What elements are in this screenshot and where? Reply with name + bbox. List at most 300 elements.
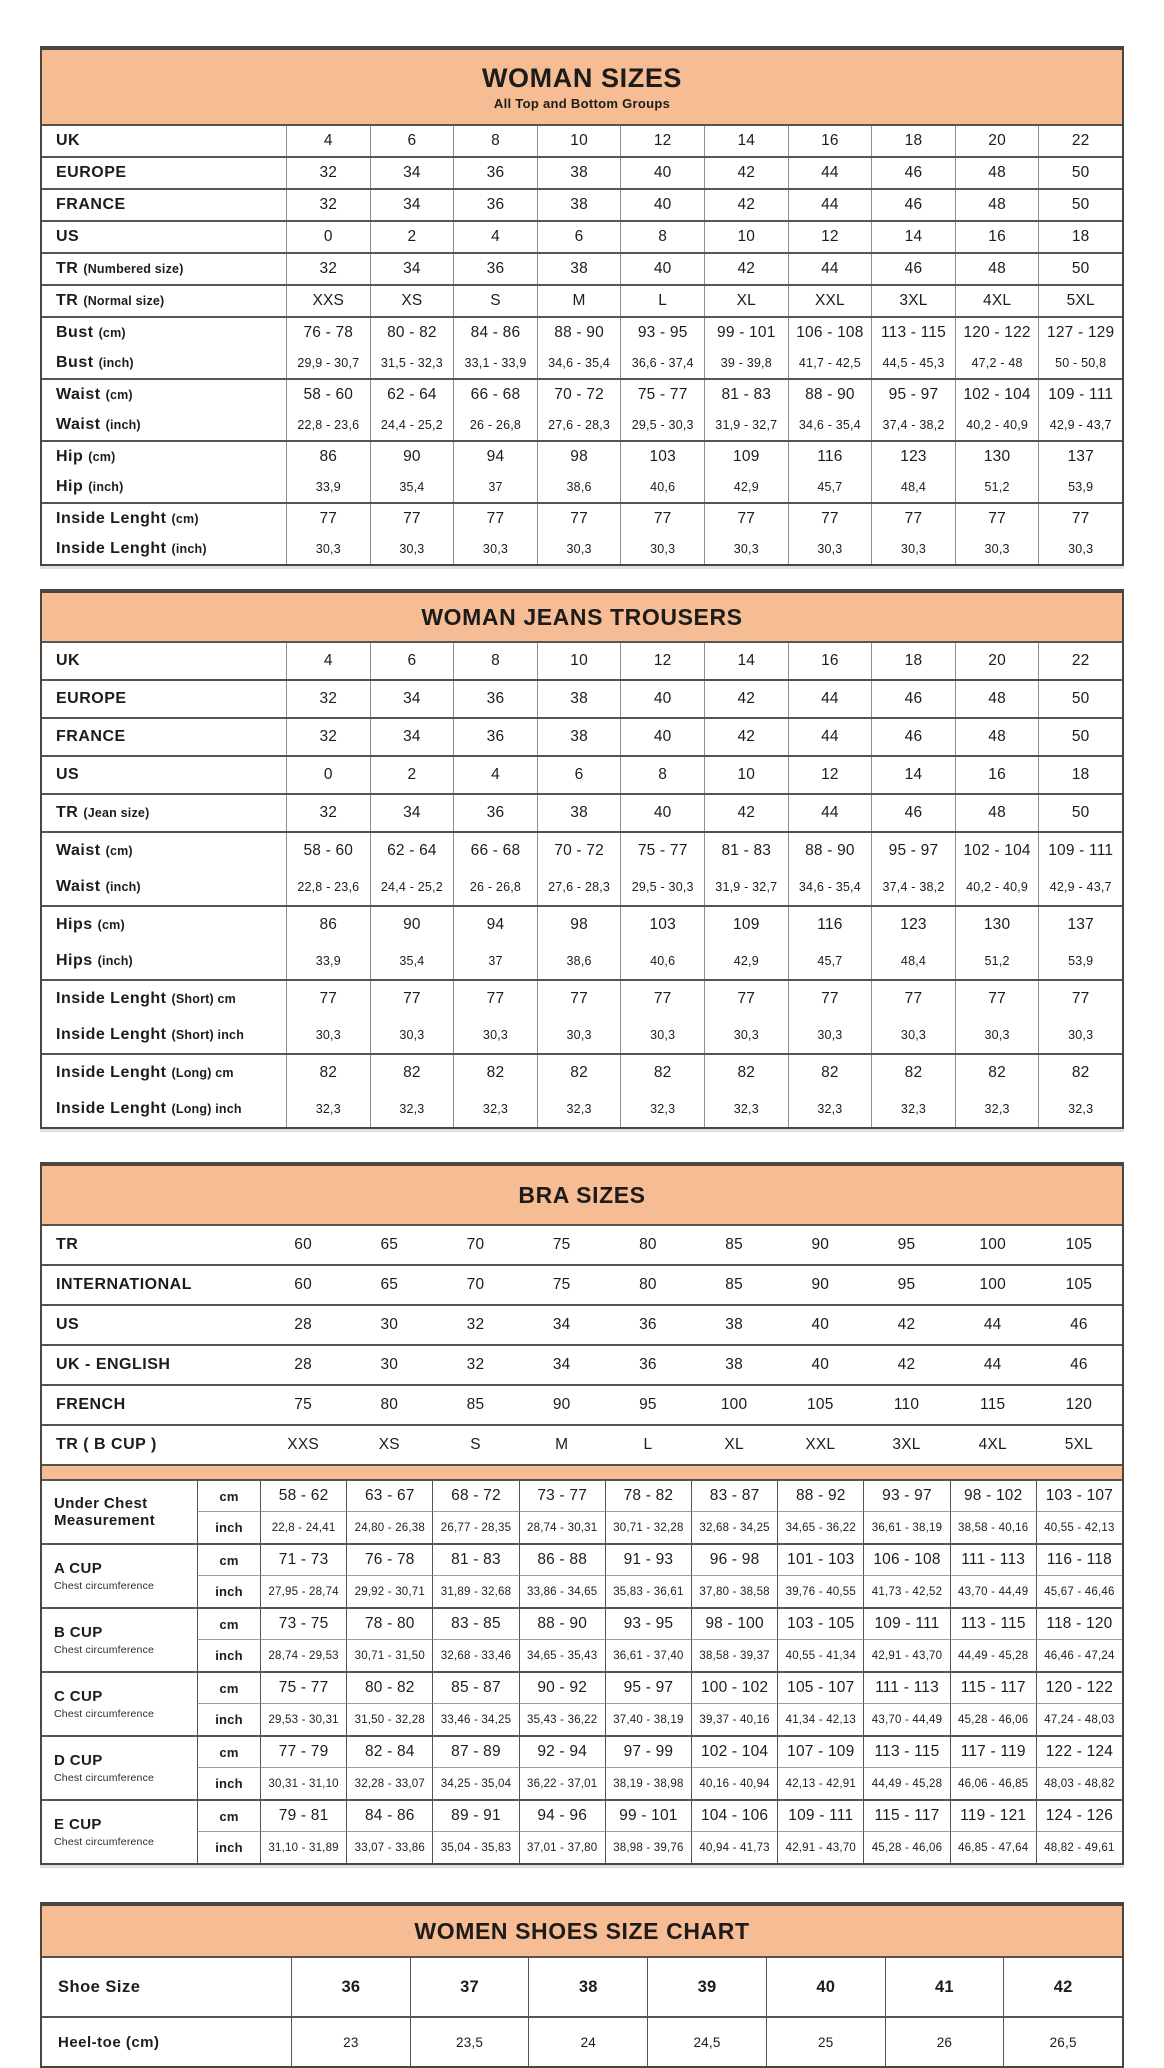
table-row xyxy=(42,681,1122,717)
table-row xyxy=(42,348,1122,378)
table-title: WOMEN SHOES SIZE CHART xyxy=(414,1917,750,1944)
row-label-main: Hip xyxy=(56,448,84,465)
bra-cm-cell: 106 - 108 xyxy=(863,1545,949,1576)
bra-inch-cell: 37,01 - 37,80 xyxy=(519,1832,605,1863)
size-value-cell: 48 xyxy=(955,719,1039,755)
cup-label xyxy=(42,1801,197,1863)
bra-inch-cell: 39,37 - 40,16 xyxy=(691,1704,777,1735)
unit-label-inch: inch xyxy=(197,1576,260,1607)
row-label xyxy=(42,907,286,943)
bra-cm-cell: 93 - 97 xyxy=(863,1481,949,1512)
size-value-cell: 29,5 - 30,3 xyxy=(620,869,704,905)
bra-inch-cell: 32,68 - 34,25 xyxy=(691,1512,777,1543)
bra-value-cell: 105 xyxy=(1065,1276,1093,1293)
table-row xyxy=(42,869,1122,905)
size-value-cell: 46 xyxy=(871,190,955,220)
cup-name: B CUP xyxy=(54,1624,103,1642)
bra-cm-cell: 103 - 107 xyxy=(1036,1481,1122,1512)
bra-inch-cell: 35,04 - 35,83 xyxy=(432,1832,518,1863)
size-value-cell: 38,6 xyxy=(537,472,621,502)
size-value-cell: 32,3 xyxy=(871,1091,955,1127)
row-label: UK - ENGLISH xyxy=(56,1356,171,1373)
size-value-cell: 50 - 50,8 xyxy=(1038,348,1122,378)
size-value-cell: 30,3 xyxy=(370,534,454,564)
bra-inch-cell: 33,07 - 33,86 xyxy=(346,1832,432,1863)
size-value-cell: 14 xyxy=(871,757,955,793)
size-value-cell: 46 xyxy=(871,254,955,284)
bra-cm-cell: 118 - 120 xyxy=(1036,1609,1122,1640)
row-label xyxy=(42,158,286,188)
cup-label xyxy=(42,1545,197,1607)
size-value-cell: 34,6 - 35,4 xyxy=(788,869,872,905)
size-value-cell: 30,3 xyxy=(620,534,704,564)
size-value-cell: 10 xyxy=(537,126,621,156)
size-value-cell: 70 - 72 xyxy=(537,380,621,410)
bra-inch-cell: 26,77 - 28,35 xyxy=(432,1512,518,1543)
size-value-cell: 40 xyxy=(620,254,704,284)
size-value-cell: 6 xyxy=(537,222,621,252)
bra-inch-cell: 46,46 - 47,24 xyxy=(1036,1640,1122,1671)
size-value-cell: 45,7 xyxy=(788,472,872,502)
bra-value-cell: 60 xyxy=(294,1236,312,1253)
unit-label-cm: cm xyxy=(197,1481,260,1512)
bra-cm-cell: 116 - 118 xyxy=(1036,1545,1122,1576)
table-row xyxy=(42,643,1122,679)
row-label xyxy=(42,504,286,534)
size-value-cell: 34 xyxy=(370,190,454,220)
size-value-cell: 82 xyxy=(788,1055,872,1091)
table-row xyxy=(42,286,1122,316)
size-value-cell: 42 xyxy=(704,681,788,717)
bra-value-cell: 30 xyxy=(380,1316,399,1333)
size-row-block xyxy=(42,254,1122,286)
size-value-cell: 36 xyxy=(453,719,537,755)
size-value-cell: 16 xyxy=(955,757,1039,793)
row-label-paren: (inch) xyxy=(171,542,207,556)
size-value-cell: 103 xyxy=(620,442,704,472)
size-value-cell: 50 xyxy=(1038,719,1122,755)
bra-inch-cell: 30,71 - 32,28 xyxy=(605,1512,691,1543)
size-value-cell: 90 xyxy=(370,907,454,943)
unit-label-cm: cm xyxy=(197,1609,260,1640)
bra-measurement-block xyxy=(42,1609,1122,1673)
size-value-cell: 32 xyxy=(286,254,370,284)
size-value-cell: 0 xyxy=(286,222,370,252)
size-value-cell: 4 xyxy=(453,757,537,793)
size-value-cell: 77 xyxy=(370,504,454,534)
size-value-cell: 40,2 - 40,9 xyxy=(955,410,1039,440)
size-value-cell: 53,9 xyxy=(1038,943,1122,979)
size-value-cell: 4 xyxy=(286,643,370,679)
bra-value-cell: 3XL xyxy=(892,1436,921,1453)
unit-label-cm: cm xyxy=(197,1737,260,1768)
size-value-cell: 48,4 xyxy=(871,472,955,502)
size-value-cell: 24,4 - 25,2 xyxy=(370,869,454,905)
bra-cm-cell: 96 - 98 xyxy=(691,1545,777,1576)
row-label-main: EUROPE xyxy=(56,164,127,181)
bra-cm-cell: 85 - 87 xyxy=(432,1673,518,1704)
size-value-cell: 40 xyxy=(620,719,704,755)
size-value-cell: 40,6 xyxy=(620,472,704,502)
bra-value-cell: 95 xyxy=(897,1236,916,1253)
cup-name: C CUP xyxy=(54,1688,103,1706)
bra-value-cell: 36 xyxy=(639,1316,657,1333)
bra-value-cell: 65 xyxy=(380,1276,399,1293)
size-value-cell: 32,3 xyxy=(453,1091,537,1127)
size-value-cell: 30,3 xyxy=(537,534,621,564)
size-value-cell: 95 - 97 xyxy=(871,380,955,410)
size-value-cell: 32,3 xyxy=(286,1091,370,1127)
row-label-paren: (Long) inch xyxy=(171,1102,242,1116)
size-value-cell: 32 xyxy=(286,190,370,220)
table-row xyxy=(42,907,1122,943)
size-value-cell: 29,9 - 30,7 xyxy=(286,348,370,378)
size-value-cell: 30,3 xyxy=(871,534,955,564)
row-label-main: Hips xyxy=(56,916,93,933)
size-value-cell: 99 - 101 xyxy=(704,318,788,348)
row-label-paren: (inch) xyxy=(98,356,134,370)
bra-value-cell: 90 xyxy=(552,1396,571,1413)
size-value-cell: 34 xyxy=(370,254,454,284)
size-row-block xyxy=(42,681,1122,719)
row-label-main: US xyxy=(56,766,80,783)
size-value-cell: 90 xyxy=(370,442,454,472)
bra-measurement-block xyxy=(42,1481,1122,1545)
size-row-block xyxy=(42,757,1122,795)
bra-cm-cell: 95 - 97 xyxy=(605,1673,691,1704)
bra-sizes-header xyxy=(42,1166,1122,1226)
size-value-cell: 120 - 122 xyxy=(955,318,1039,348)
cup-name: Under Chest Measurement xyxy=(54,1494,156,1529)
size-value-cell: 42 xyxy=(704,719,788,755)
size-value-cell: 42 xyxy=(704,795,788,831)
shoe-value-cell: 26,5 xyxy=(1003,2018,1122,2066)
table-row xyxy=(42,254,1122,284)
size-value-cell: 10 xyxy=(537,643,621,679)
size-row-block xyxy=(42,504,1122,564)
bra-cm-cell: 78 - 80 xyxy=(346,1609,432,1640)
size-value-cell: 27,6 - 28,3 xyxy=(537,410,621,440)
size-value-cell: 77 xyxy=(871,981,955,1017)
size-value-cell: M xyxy=(537,286,621,316)
size-value-cell: 14 xyxy=(704,643,788,679)
shoe-value-cell: 23,5 xyxy=(410,2018,529,2066)
size-value-cell: 82 xyxy=(955,1055,1039,1091)
bra-inch-cell: 33,86 - 34,65 xyxy=(519,1576,605,1607)
size-row-block xyxy=(42,286,1122,318)
bra-value-cell: 5XL xyxy=(1064,1436,1093,1453)
table-row xyxy=(42,410,1122,440)
row-label-main: Inside Lenght xyxy=(56,990,167,1007)
size-value-cell: 34 xyxy=(370,681,454,717)
bra-cm-cell: 117 - 119 xyxy=(950,1737,1036,1768)
size-value-cell: 37 xyxy=(453,472,537,502)
bra-cm-cell: 73 - 75 xyxy=(260,1609,346,1640)
size-value-cell: 30,3 xyxy=(1038,534,1122,564)
bra-value-cell: 60 xyxy=(294,1276,312,1293)
bra-cm-cell: 111 - 113 xyxy=(950,1545,1036,1576)
bra-value-cell: 110 xyxy=(893,1396,920,1413)
bra-inch-cell: 29,92 - 30,71 xyxy=(346,1576,432,1607)
row-label: US xyxy=(56,1316,80,1333)
row-label-main: UK xyxy=(56,132,81,149)
size-value-cell: 12 xyxy=(620,126,704,156)
size-value-cell: 29,5 - 30,3 xyxy=(620,410,704,440)
bra-inch-cell: 40,16 - 40,94 xyxy=(691,1768,777,1799)
cup-subtitle: Chest circumference xyxy=(54,1835,155,1848)
shoe-value-cell: 40 xyxy=(766,1958,885,2016)
bra-measurement-block xyxy=(42,1673,1122,1737)
size-value-cell: 31,5 - 32,3 xyxy=(370,348,454,378)
row-label-main: FRANCE xyxy=(56,728,126,745)
bra-inch-cell: 34,65 - 36,22 xyxy=(777,1512,863,1543)
size-value-cell: 26 - 26,8 xyxy=(453,869,537,905)
bra-value-cell: 105 xyxy=(807,1396,834,1413)
table-row xyxy=(42,472,1122,502)
cup-subtitle: Chest circumference xyxy=(54,1643,155,1656)
size-value-cell: 36 xyxy=(453,158,537,188)
woman-sizes-header xyxy=(42,50,1122,126)
bra-value-cell: 85 xyxy=(466,1396,485,1413)
size-value-cell: 42,9 xyxy=(704,943,788,979)
bra-cm-cell: 79 - 81 xyxy=(260,1801,346,1832)
bra-conversion-row xyxy=(42,1306,1122,1346)
table-row xyxy=(42,158,1122,188)
size-value-cell: 40 xyxy=(620,681,704,717)
unit-label-inch: inch xyxy=(197,1832,260,1863)
size-value-cell: 36 xyxy=(453,254,537,284)
bra-value-cell: 100 xyxy=(979,1276,1006,1293)
row-label-paren: (inch) xyxy=(88,480,124,494)
bra-conversion-row xyxy=(42,1226,1122,1266)
size-row-block xyxy=(42,318,1122,380)
size-value-cell: 53,9 xyxy=(1038,472,1122,502)
bra-value-cell: 32 xyxy=(466,1316,485,1333)
row-label-main: TR xyxy=(56,804,79,821)
size-value-cell: 32,3 xyxy=(1038,1091,1122,1127)
size-value-cell: 58 - 60 xyxy=(286,380,370,410)
bra-inch-cell: 41,73 - 42,52 xyxy=(863,1576,949,1607)
bra-value-cell: 42 xyxy=(897,1356,916,1373)
size-value-cell: 82 xyxy=(370,1055,454,1091)
bra-inch-cell: 38,19 - 38,98 xyxy=(605,1768,691,1799)
bra-inch-cell: 35,43 - 36,22 xyxy=(519,1704,605,1735)
row-label-paren: (Long) cm xyxy=(171,1066,234,1080)
row-label xyxy=(42,1055,286,1091)
size-value-cell: 98 xyxy=(537,907,621,943)
bra-inch-cell: 36,61 - 38,19 xyxy=(863,1512,949,1543)
size-value-cell: 116 xyxy=(788,907,872,943)
row-label xyxy=(42,1017,286,1053)
bra-inch-cell: 34,65 - 35,43 xyxy=(519,1640,605,1671)
size-value-cell: 82 xyxy=(453,1055,537,1091)
row-label xyxy=(42,869,286,905)
bra-value-cell: 95 xyxy=(897,1276,916,1293)
size-value-cell: 10 xyxy=(704,222,788,252)
row-label-paren: (cm) xyxy=(98,326,126,340)
size-value-cell: 44 xyxy=(788,254,872,284)
bra-inch-cell: 32,28 - 33,07 xyxy=(346,1768,432,1799)
unit-label-inch: inch xyxy=(197,1640,260,1671)
bra-cm-cell: 101 - 103 xyxy=(777,1545,863,1576)
size-value-cell: 22,8 - 23,6 xyxy=(286,869,370,905)
size-value-cell: 44 xyxy=(788,795,872,831)
bra-cm-cell: 81 - 83 xyxy=(432,1545,518,1576)
size-value-cell: 93 - 95 xyxy=(620,318,704,348)
size-value-cell: 16 xyxy=(955,222,1039,252)
size-value-cell: XS xyxy=(370,286,454,316)
bra-inch-cell: 40,55 - 41,34 xyxy=(777,1640,863,1671)
size-value-cell: 48 xyxy=(955,158,1039,188)
size-value-cell: 82 xyxy=(1038,1055,1122,1091)
shoes-chart-body xyxy=(42,1958,1122,2066)
bra-value-cell: M xyxy=(555,1436,569,1453)
size-value-cell: 37,4 - 38,2 xyxy=(871,410,955,440)
bra-cm-cell: 77 - 79 xyxy=(260,1737,346,1768)
bra-inch-cell: 37,40 - 38,19 xyxy=(605,1704,691,1735)
row-label-paren: (cm) xyxy=(105,844,133,858)
unit-label-cm: cm xyxy=(197,1801,260,1832)
size-value-cell: 77 xyxy=(788,504,872,534)
size-value-cell: 31,9 - 32,7 xyxy=(704,869,788,905)
bra-cm-cell: 107 - 109 xyxy=(777,1737,863,1768)
size-row-block xyxy=(42,1055,1122,1127)
size-value-cell: 51,2 xyxy=(955,943,1039,979)
bra-cm-cell: 115 - 117 xyxy=(950,1673,1036,1704)
size-value-cell: 4 xyxy=(453,222,537,252)
size-value-cell: 103 xyxy=(620,907,704,943)
bra-value-cell: L xyxy=(643,1436,653,1453)
unit-label-inch: inch xyxy=(197,1704,260,1735)
bra-value-cell: 70 xyxy=(466,1236,485,1253)
table-row xyxy=(42,1958,1122,2016)
bra-cm-cell: 73 - 77 xyxy=(519,1481,605,1512)
size-value-cell: 33,9 xyxy=(286,943,370,979)
shoe-value-cell: 38 xyxy=(528,1958,647,2016)
bra-inch-cell: 42,13 - 42,91 xyxy=(777,1768,863,1799)
bra-value-cell: 75 xyxy=(552,1236,571,1253)
size-value-cell: 46 xyxy=(871,158,955,188)
size-value-cell: 14 xyxy=(704,126,788,156)
size-value-cell: 88 - 90 xyxy=(788,380,872,410)
size-value-cell: 75 - 77 xyxy=(620,833,704,869)
bra-cm-cell: 120 - 122 xyxy=(1036,1673,1122,1704)
size-value-cell: 30,3 xyxy=(370,1017,454,1053)
bra-cm-cell: 90 - 92 xyxy=(519,1673,605,1704)
row-label-main: Inside Lenght xyxy=(56,1026,167,1043)
row-label-main: Inside Lenght xyxy=(56,1064,167,1081)
size-value-cell: 98 xyxy=(537,442,621,472)
size-value-cell: 50 xyxy=(1038,190,1122,220)
row-label-main: Waist xyxy=(56,878,101,895)
size-value-cell: 18 xyxy=(1038,222,1122,252)
row-label-main: Bust xyxy=(56,324,94,341)
row-label-main: Bust xyxy=(56,354,94,371)
size-value-cell: 77 xyxy=(370,981,454,1017)
size-value-cell: 109 - 111 xyxy=(1038,833,1122,869)
bra-cm-cell: 100 - 102 xyxy=(691,1673,777,1704)
size-value-cell: 12 xyxy=(788,222,872,252)
bra-value-cell: 36 xyxy=(639,1356,657,1373)
size-value-cell: 12 xyxy=(788,757,872,793)
row-label xyxy=(42,410,286,440)
bra-cm-cell: 113 - 115 xyxy=(863,1737,949,1768)
bra-inch-cell: 44,49 - 45,28 xyxy=(950,1640,1036,1671)
size-value-cell: 8 xyxy=(453,126,537,156)
size-value-cell: 50 xyxy=(1038,681,1122,717)
size-value-cell: 34,6 - 35,4 xyxy=(537,348,621,378)
row-label: FRENCH xyxy=(56,1396,126,1413)
size-row-block xyxy=(42,643,1122,681)
size-value-cell: 30,3 xyxy=(955,1017,1039,1053)
bra-measurement-block xyxy=(42,1801,1122,1863)
row-label-paren: (cm) xyxy=(171,512,199,526)
size-value-cell: 82 xyxy=(620,1055,704,1091)
row-label xyxy=(42,348,286,378)
size-value-cell: 42 xyxy=(704,190,788,220)
size-value-cell: 38 xyxy=(537,158,621,188)
size-value-cell: 82 xyxy=(704,1055,788,1091)
bra-measurement-block xyxy=(42,1545,1122,1609)
bra-cm-cell: 98 - 100 xyxy=(691,1609,777,1640)
size-value-cell: 38 xyxy=(537,681,621,717)
bra-value-cell: 95 xyxy=(639,1396,657,1413)
size-value-cell: 40,2 - 40,9 xyxy=(955,869,1039,905)
size-value-cell: 44 xyxy=(788,158,872,188)
size-value-cell: 32,3 xyxy=(620,1091,704,1127)
table-row xyxy=(42,719,1122,755)
size-value-cell: 46 xyxy=(871,795,955,831)
bra-conversion-row xyxy=(42,1266,1122,1306)
bra-inch-cell: 28,74 - 30,31 xyxy=(519,1512,605,1543)
size-value-cell: 36,6 - 37,4 xyxy=(620,348,704,378)
bra-value-cell: 85 xyxy=(725,1236,743,1253)
shoe-value-cell: 37 xyxy=(410,1958,529,2016)
row-label-paren: (cm) xyxy=(97,918,125,932)
size-value-cell: 18 xyxy=(871,643,955,679)
size-value-cell: 22,8 - 23,6 xyxy=(286,410,370,440)
bra-inch-cell: 28,74 - 29,53 xyxy=(260,1640,346,1671)
size-value-cell: 30,3 xyxy=(788,1017,872,1053)
bra-value-cell: 85 xyxy=(725,1276,743,1293)
row-label-main: Hips xyxy=(56,952,93,969)
size-value-cell: 10 xyxy=(704,757,788,793)
size-value-cell: S xyxy=(453,286,537,316)
bra-value-cell: 40 xyxy=(811,1316,830,1333)
unit-label-inch: inch xyxy=(197,1768,260,1799)
table-title: WOMAN JEANS TROUSERS xyxy=(421,603,743,630)
row-label-paren: (Normal size) xyxy=(83,294,165,308)
row-label xyxy=(42,190,286,220)
row-label-main: Waist xyxy=(56,842,101,859)
row-label-main: Hip xyxy=(56,478,84,495)
bra-cm-cell: 86 - 88 xyxy=(519,1545,605,1576)
size-value-cell: 77 xyxy=(286,504,370,534)
bra-inch-cell: 46,85 - 47,64 xyxy=(950,1832,1036,1863)
size-value-cell: 30,3 xyxy=(620,1017,704,1053)
size-value-cell: 0 xyxy=(286,757,370,793)
size-value-cell: 22 xyxy=(1038,126,1122,156)
bra-cm-cell: 88 - 90 xyxy=(519,1609,605,1640)
bra-cm-cell: 87 - 89 xyxy=(432,1737,518,1768)
bra-value-cell: 120 xyxy=(1065,1396,1093,1413)
size-value-cell: 39 - 39,8 xyxy=(704,348,788,378)
bra-cm-cell: 94 - 96 xyxy=(519,1801,605,1832)
size-value-cell: 95 - 97 xyxy=(871,833,955,869)
size-value-cell: 2 xyxy=(370,222,454,252)
table-row xyxy=(42,981,1122,1017)
size-value-cell: 44 xyxy=(788,681,872,717)
